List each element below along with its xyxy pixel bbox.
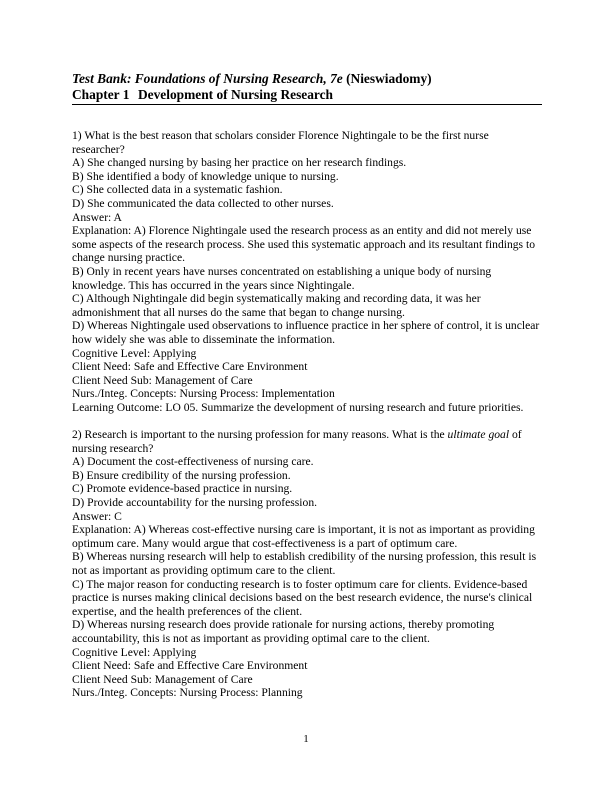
document-header [72, 71, 542, 105]
stem-after: of nursing research? [72, 428, 522, 455]
explanation-d: D) Whereas Nightingale used observations to influence practice in her sphere of control, it is unclear how widely she was able to disseminate the information. [72, 319, 540, 346]
book-author: (Nieswiadomy) [342, 71, 432, 86]
nursing-concepts: Nurs./Integ. Concepts: Nursing Process: Planning [72, 686, 303, 700]
client-need: Client Need: Safe and Effective Care Environment [72, 360, 308, 374]
chapter-label: Chapter 1 [72, 87, 130, 102]
explanation-c: C) The major reason for conducting research is to foster optimum care for clients. Evidence-based practice is nurses making clinical decisions based on the best research evidence, the nurse's clinical expertise, and the health preferences of the client. [72, 577, 533, 618]
book-title-italic: Test Bank: Foundations of Nursing Research, 7e [72, 71, 343, 86]
stem-before: 2) Research is important to the nursing profession for many reasons. What is the [72, 428, 448, 442]
page-number: 1 [303, 733, 309, 745]
question-1 [72, 129, 542, 414]
option-d: D) Provide accountability for the nursing profession. [72, 496, 318, 510]
option-b: B) She identified a body of knowledge unique to nursing. [72, 169, 339, 183]
document-body [72, 129, 542, 714]
cognitive-level: Cognitive Level: Applying [72, 645, 197, 659]
chapter-heading [72, 87, 542, 103]
nursing-concepts: Nurs./Integ. Concepts: Nursing Process: Implementation [72, 387, 335, 401]
explanation-a: Explanation: A) Florence Nightingale used the research process as an entity and did not merely use some aspects of the research process. She used this systematic approach and its resultant findings to change nursing practice. [72, 224, 535, 265]
answer: Answer: C [72, 509, 122, 523]
learning-outcome: Learning Outcome: LO 05. Summarize the development of nursing research and future priorities. [72, 400, 524, 414]
client-need-sub: Client Need Sub: Management of Care [72, 672, 253, 686]
client-need-sub: Client Need Sub: Management of Care [72, 373, 253, 387]
option-a: A) She changed nursing by basing her practice on her research findings. [72, 156, 407, 170]
option-d: D) She communicated the data collected to other nurses. [72, 196, 334, 210]
option-c: C) Promote evidence-based practice in nursing. [72, 482, 293, 496]
book-title [72, 71, 542, 87]
chapter-title: Development of Nursing Research [138, 87, 334, 102]
stem-emphasis: ultimate goal [447, 428, 510, 442]
cognitive-level: Cognitive Level: Applying [72, 346, 197, 360]
question-2 [72, 428, 542, 700]
question-stem [72, 428, 542, 455]
option-c: C) She collected data in a systematic fashion. [72, 183, 283, 197]
answer: Answer: A [72, 210, 122, 224]
explanation-b: B) Whereas nursing research will help to establish credibility of the nursing profession, this result is not as important as providing optimum care to the client. [72, 550, 537, 577]
explanation-d: D) Whereas nursing research does provide rationale for nursing actions, thereby promoting accountability, this is not as important as providing optimal care to the client. [72, 618, 495, 645]
explanation-a: Explanation: A) Whereas cost-effective nursing care is important, it is not as important as providing optimum care. Many would argue that cost-effectiveness is a part of optimum care. [72, 523, 535, 550]
client-need: Client Need: Safe and Effective Care Environment [72, 659, 308, 673]
explanation-c: C) Although Nightingale did begin systematically making and recording data, it was her admonishment that all nurses do the same that began to change nursing. [72, 292, 481, 319]
question-stem: 1) What is the best reason that scholars consider Florence Nightingale to be the first nurse researcher? [72, 129, 489, 156]
option-a: A) Document the cost-effectiveness of nursing care. [72, 455, 314, 469]
explanation-b: B) Only in recent years have nurses concentrated on establishing a unique body of nursing knowledge. This has occurred in the years since Nightingale. [72, 264, 492, 292]
option-b: B) Ensure credibility of the nursing profession. [72, 468, 291, 482]
